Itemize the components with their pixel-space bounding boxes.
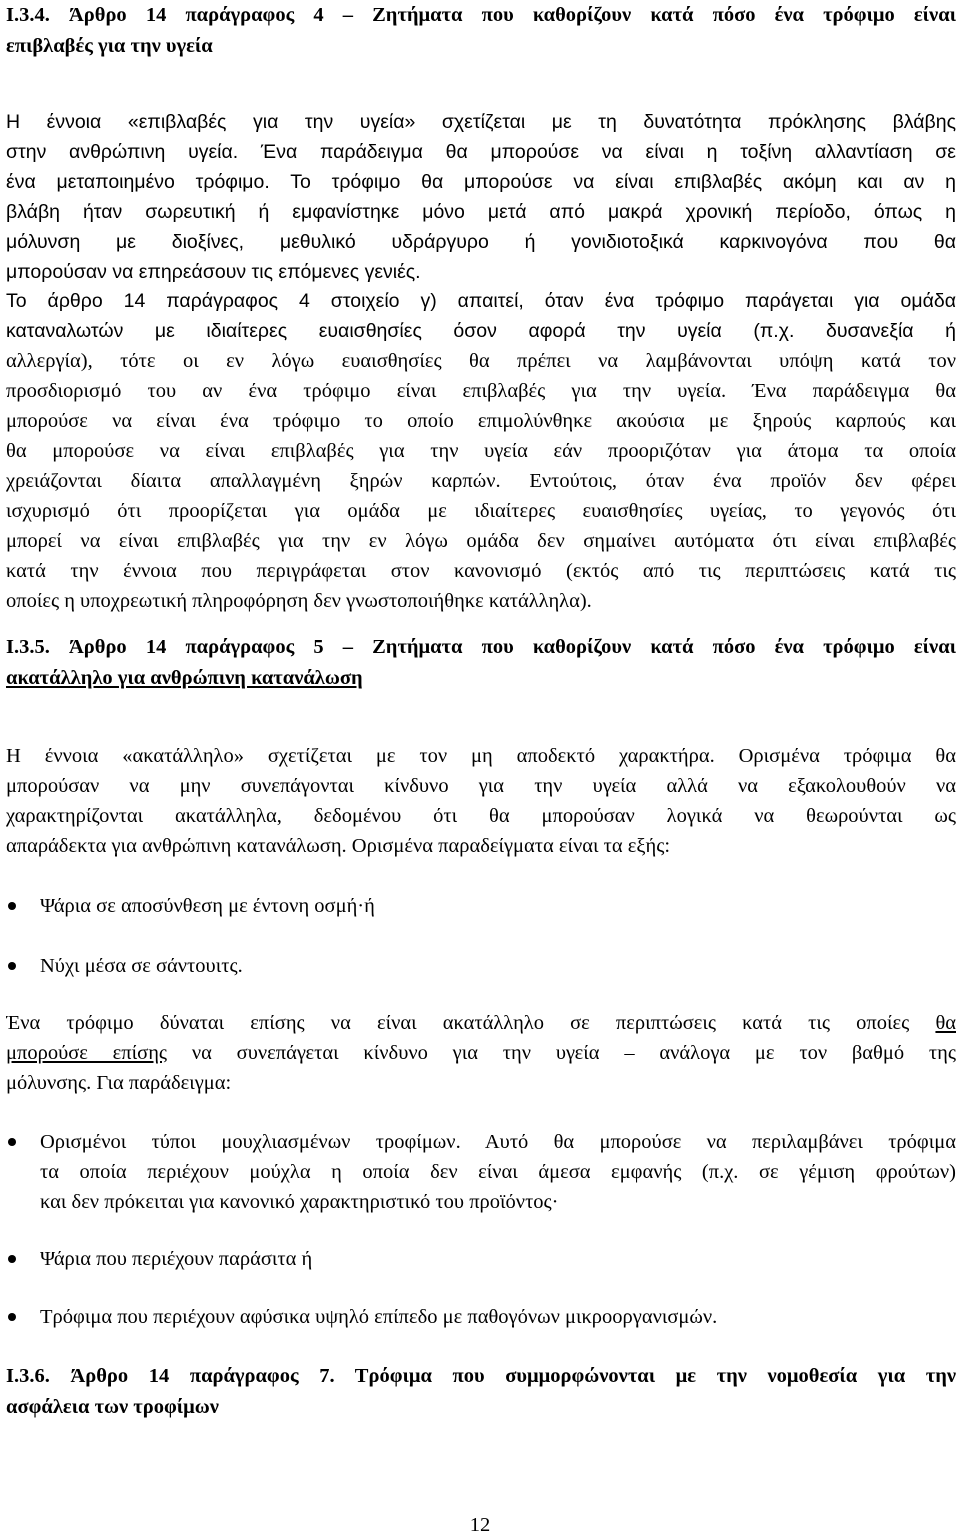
bullet-icon: [8, 1313, 16, 1321]
text-line: χαρακτηρίζονται ακατάλληλα, δεδομένου ότι θα μπορούσαν λογικά να θεωρούνται ως: [6, 805, 956, 827]
paragraph-sensitive-groups: [6, 286, 956, 616]
bullet-icon: [8, 1138, 16, 1146]
paragraph-contamination: [6, 1008, 956, 1098]
list-item-text: Ορισμένοι τύποι μουχλιασμένων τροφίμων. Αυτό θα μπορούσε να περιλαμβάνει τρόφιμα: [40, 1131, 956, 1153]
bullet-icon: [8, 902, 16, 910]
text-run: να συνεπάγεται κίνδυνο για την υγεία – ανάλογα με τον βαθμό της: [167, 1042, 956, 1064]
text-line: Η έννοια «ακατάλληλο» σχετίζεται με τον μη αποδεκτό χαρακτήρα. Ορισμένα τρόφιμα θα: [6, 745, 956, 767]
heading-line: I.3.5. Άρθρο 14 παράγραφος 5 – Ζητήματα που καθορίζουν κατά πόσο ένα τρόφιμο είναι: [6, 636, 956, 658]
text-line: μπορούσαν να επηρεάσουν τις επόμενες γενιές.: [6, 261, 421, 283]
bullet-icon: [8, 962, 16, 970]
text-line: θα μπορούσε να είναι επιβλαβές για την υγεία εάν προοριζόταν για άτομα τα οποία: [6, 440, 956, 462]
paragraph-harmful-concept: [6, 107, 956, 287]
text-line: [6, 1038, 956, 1068]
text-line: μπορούσε να είναι ένα τρόφιμο το οποίο επιμολύνθηκε ακούσια με ξηρούς καρπούς και: [6, 410, 956, 432]
heading-line: επιβλαβές για την υγεία: [6, 35, 213, 57]
text-line: βλάβη ήταν σωρευτική ή εμφανίστηκε μόνο μετά από μακρά χρονική περίοδο, όπως η: [6, 201, 956, 223]
list-item-text: τα οποία περιέχουν μούχλα η οποία δεν είναι άμεσα εμφανής (π.χ. σε γέμιση φρούτων): [40, 1161, 956, 1183]
section-heading-1-3-6: [6, 1361, 956, 1423]
text-line: μπορεί να είναι επιβλαβές για την εν λόγω ομάδα δεν σημαίνει αυτόματα ότι είναι επιβλαβές: [6, 530, 956, 552]
text-line: αλλεργία), τότε οι εν λόγω ευαισθησίες θα πρέπει να λαμβάνονται υπόψη κατά τον: [6, 350, 956, 372]
underlined-text: θα: [935, 1012, 956, 1034]
text-line: μόλυνση με διοξίνες, μεθυλικό υδράργυρο ή γονιδιοτοξικά καρκινογόνα που θα: [6, 231, 956, 253]
page-number: 12: [469, 1514, 491, 1536]
text-run: Ένα τρόφιμο δύναται επίσης να είναι ακατάλληλο σε περιπτώσεις κατά τις οποίες: [6, 1012, 936, 1034]
text-line: ισχυρισμό ότι προορίζεται για ομάδα με ιδιαίτερες ευαισθησίες υγείας, το γεγονός ότι: [6, 500, 956, 522]
list-item-text: Νύχι μέσα σε σάντουιτς.: [40, 955, 243, 977]
text-line: στην ανθρώπινη υγεία. Ένα παράδειγμα θα μπορούσε να είναι η τοξίνη αλλαντίαση σε: [6, 141, 956, 163]
heading-line: I.3.4. Άρθρο 14 παράγραφος 4 – Ζητήματα που καθορίζουν κατά πόσο ένα τρόφιμο είναι: [6, 4, 956, 26]
text-line: Το άρθρο 14 παράγραφος 4 στοιχείο γ) απαιτεί, όταν ένα τρόφιμο παράγεται για ομάδα: [6, 290, 956, 312]
text-line: Η έννοια «επιβλαβές για την υγεία» σχετίζεται με τη δυνατότητα πρόκλησης βλάβης: [6, 111, 956, 133]
heading-line: ακατάλληλο για ανθρώπινη κατανάλωση: [6, 667, 363, 689]
text-line: μπορούσαν να μην συνεπάγονται κίνδυνο για την υγεία αλλά να εξακολουθούν να: [6, 775, 956, 797]
text-line: ένα μεταποιημένο τρόφιμο. Το τρόφιμο θα μπορούσε να είναι επιβλαβές ακόμη και αν η: [6, 171, 956, 193]
text-line: προσδιορισμό του αν ένα τρόφιμο είναι επιβλαβές για την υγεία. Ένα παράδειγμα θα: [6, 380, 956, 402]
section-heading-1-3-4: [6, 0, 956, 62]
text-line: κατά την έννοια που περιγράφεται στον κανονισμό (εκτός από τις περιπτώσεις κατά τις: [6, 560, 956, 582]
heading-line: ασφάλεια των τροφίμων: [6, 1396, 219, 1418]
text-line: απαράδεκτα για ανθρώπινη κατανάλωση. Ορισμένα παραδείγματα είναι τα εξής:: [6, 835, 671, 857]
heading-line: I.3.6. Άρθρο 14 παράγραφος 7. Τρόφιμα που συμμορφώνονται με την νομοθεσία για την: [6, 1365, 956, 1387]
text-line: χρειάζονται δίαιτα απαλλαγμένη ξηρών καρπών. Εντούτοις, όταν ένα προϊόν δεν φέρει: [6, 470, 956, 492]
list-item-text: και δεν πρόκειται για κανονικό χαρακτηριστικό του προϊόντος·: [40, 1191, 559, 1213]
bullet-icon: [8, 1255, 16, 1263]
list-item-text: Τρόφιμα που περιέχουν αφύσικα υψηλό επίπεδο με παθογόνων μικροοργανισμών.: [40, 1306, 718, 1328]
text-line: μόλυνσης. Για παράδειγμα:: [6, 1072, 232, 1094]
text-line: [6, 1008, 956, 1038]
text-line: οποίες η υποχρεωτική πληροφόρηση δεν γνωστοποιήθηκε κατάλληλα).: [6, 590, 592, 612]
list-item-text: Ψάρια σε αποσύνθεση με έντονη οσμή·ή: [40, 895, 375, 917]
list-item-text: Ψάρια που περιέχουν παράσιτα ή: [40, 1248, 313, 1270]
document-page: [6, 0, 956, 1537]
underlined-text: μπορούσε επίσης: [6, 1042, 168, 1064]
text-line: καταναλωτών με ιδιαίτερες ευαισθησίες όσον αφορά την υγεία (π.χ. δυσανεξία ή: [6, 320, 956, 342]
section-heading-1-3-5: [6, 632, 956, 694]
paragraph-unfit-concept: [6, 741, 956, 861]
